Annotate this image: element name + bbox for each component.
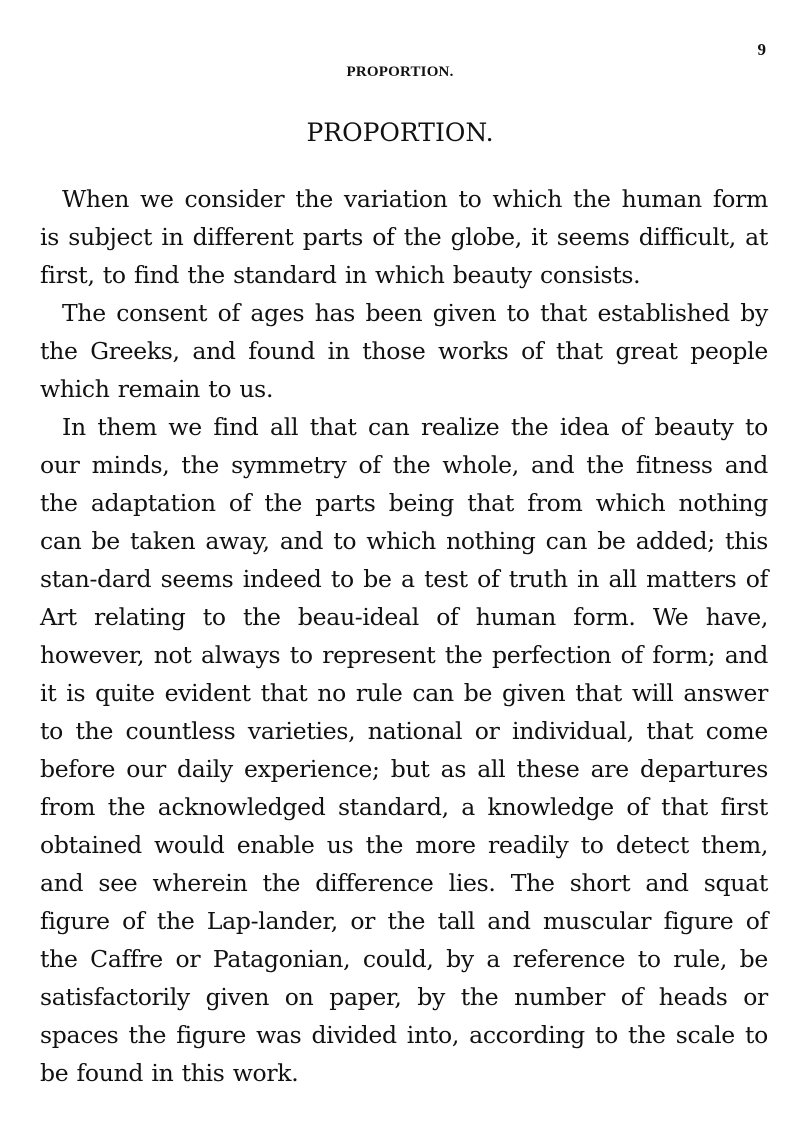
paragraph: The consent of ages has been given to that established by the Greeks, and found in those works of that great people which remain to us. <box>40 299 768 403</box>
paragraph: In them we find all that can realize the idea of beauty to our minds, the symmetry of the whole, and the fitness and the adaptation of the parts being that from which nothing can be taken away, and to which nothing can be added; this stan-dard seems indeed to be a test of truth in all matters of Art relating to the beau-ideal of human form. We have, however, not always to represent the perfection of form; and it is quite evident that no rule can be given that will answer to the countless varieties, national or individual, that come before our daily experience; but as all these are departures from the acknowledged standard, a knowledge of that first obtained would enable us the more readily to detect them, and see wherein the difference lies. The short and squat figure of the Lap-lander, or the tall and muscular figure of the Caffre or Patagonian, could, by a reference to rule, be satisfactorily given on paper, by the number of heads or spaces the figure was divided into, according to the scale to be found in this work. <box>40 413 768 1087</box>
body-text <box>40 180 768 1092</box>
paragraph: When we consider the variation to which the human form is subject in different parts of the globe, it seems difficult, at first, to find the standard in which beauty consists. <box>40 185 768 289</box>
chapter-title: PROPORTION. <box>306 118 494 147</box>
page-number: 9 <box>757 40 766 59</box>
running-head: PROPORTION. <box>346 64 454 80</box>
